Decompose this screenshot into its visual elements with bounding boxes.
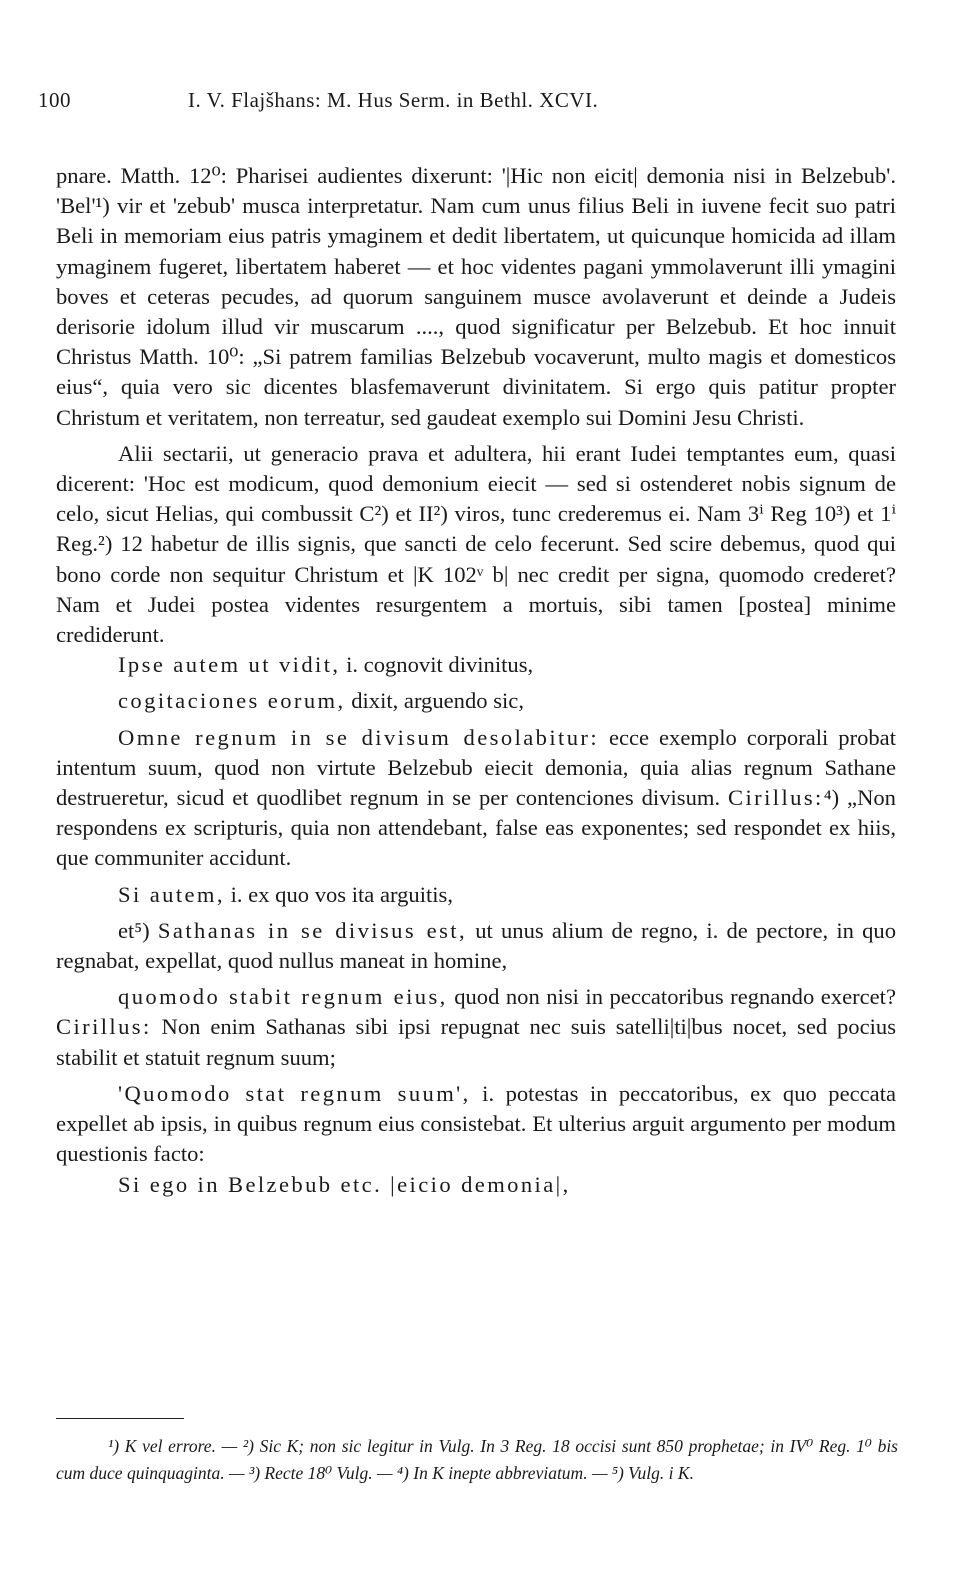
lemma: quomodo stabit regnum eius, [118,984,448,1010]
main-text [56,161,896,1200]
lemma: Ipse autem ut vidit, [118,652,341,678]
paragraph-5 [56,723,896,874]
gloss: ecce exemplo corporali probat intentum suum, quod non virtute Belzebub eiecit demonia, quia alias regnum Sathane destrueretur, sicud et quodlibet regnum in se per contenciones divisum. [56,724,896,811]
gloss: i. potestas in peccatoribus, ex quo peccata expellet ab ipsis, in quibus regnum eius consistebat. Et ulterius arguit argumento per modum questionis facto: [56,1080,896,1167]
gloss: i. cognovit divinitus, [340,652,534,678]
lemma: Si autem, [118,881,225,907]
paragraph-1: pnare. Matth. 12⁰: Pharisei audientes dixerunt: '|Hic non eicit| demonia nisi in Belzebub'. 'Bel'¹) vir et 'zebub' musca interpretatur. Nam cum unus filius Beli in iuvene fecit suo patri Beli in memoriam eius patris ymaginem et dedit libertatem, ut quicunque homicida ad illam ymaginem fugeret, libertatem haberet — et hoc videntes pagani ymmolaverunt illi ymagini boves et ceteras pecudes, ad quorum sanguinem musce avolaverunt et deinde a Judeis derisorie idolum illud vir muscarum ...., quod significatur per Belzebub. Et hoc innuit Christus Matth. 10⁰: „Si patrem familias Belzebub vocaverunt, multo magis et domesticos eius“, quia vero sic dicentes blasfemaverunt divinitatem. Si ergo quis patitur propter Christum et veritatem, non terreatur, sed gaudeat exemplo sui Domini Jesu Christi. [56,163,896,430]
paragraph-4 [56,686,896,716]
lemma: Omne regnum in se divisum desolabitur: [118,724,600,750]
paragraph-8 [56,982,896,1073]
footnote-rule [56,1418,184,1419]
running-header [38,88,908,113]
footnote-text: ¹) K vel errore. — ²) Sic K; non sic legitur in Vulg. In 3 Reg. 18 occisi sunt 850 prophetae; in IV⁰ Reg. 1⁰ bis cum duce quinquaginta. — ³) Recte 18⁰ Vulg. — ⁴) In K inepte abbreviatum. — ⁵) Vulg. i K. [56,1436,898,1483]
footnotes [56,1433,898,1487]
authority-name: Cirillus: [56,1014,152,1040]
paragraph-7 [56,916,896,976]
gloss: quod non nisi in peccatoribus regnando exercet? [447,984,896,1010]
page-number: 100 [38,88,71,112]
authority-name: Cirillus: [728,785,824,811]
gloss: i. ex quo vos ita arguitis, [224,881,453,907]
paragraph-3 [56,650,896,680]
lemma: 'Quomodo stat regnum suum', [118,1080,471,1106]
lemma: Sathanas in se divisus est, [157,917,468,943]
paragraph-9 [56,1079,896,1170]
gloss: dixit, arguendo sic, [345,688,524,714]
paragraph-2: Alii sectarii, ut generacio prava et adultera, hii erant Iudei temptantes eum, quasi dicerent: 'Hoc est modicum, quod demonium eiecit — sed si ostenderet nobis signum de celo, sicut Helias, qui combussit C²) et II²) viros, tunc crederemus ei. Nam 3ⁱ Reg 10³) et 1ⁱ Reg.²) 12 habetur de illis signis, que sancti de celo fecerunt. Sed scire debemus, quod qui bono corde non sequitur Christum et |K 102ᵛ b| nec credit per signa, quomodo crederet? Nam et Judei postea videntes resurgentem a mortuis, sibi tamen [postea] minime crediderunt. [56,440,896,648]
paragraph-10 [56,1170,896,1200]
running-title: I. V. Flajšhans: M. Hus Serm. in Bethl. XCVI. [188,88,599,112]
lemma: cogitaciones eorum, [118,688,346,714]
gloss: Non enim Sathanas sibi ipsi repugnat nec suis satelli|ti|bus nocet, sed pocius stabilit et statuit regnum suum; [56,1014,896,1070]
lemma: Si ego in Belzebub etc. |eicio demonia|, [118,1171,571,1197]
lemma-prefix: et⁵) [118,917,158,943]
paragraph-6 [56,880,896,910]
gloss: ⁴) „Non respondens ex scripturis, quia non attendebant, false eas exponentes; sed respondet ex hiis, que communiter accidunt. [56,785,896,871]
gloss: ut unus alium de regno, i. de pectore, in quo regnabat, expellat, quod nullus maneat in homine, [56,917,896,974]
